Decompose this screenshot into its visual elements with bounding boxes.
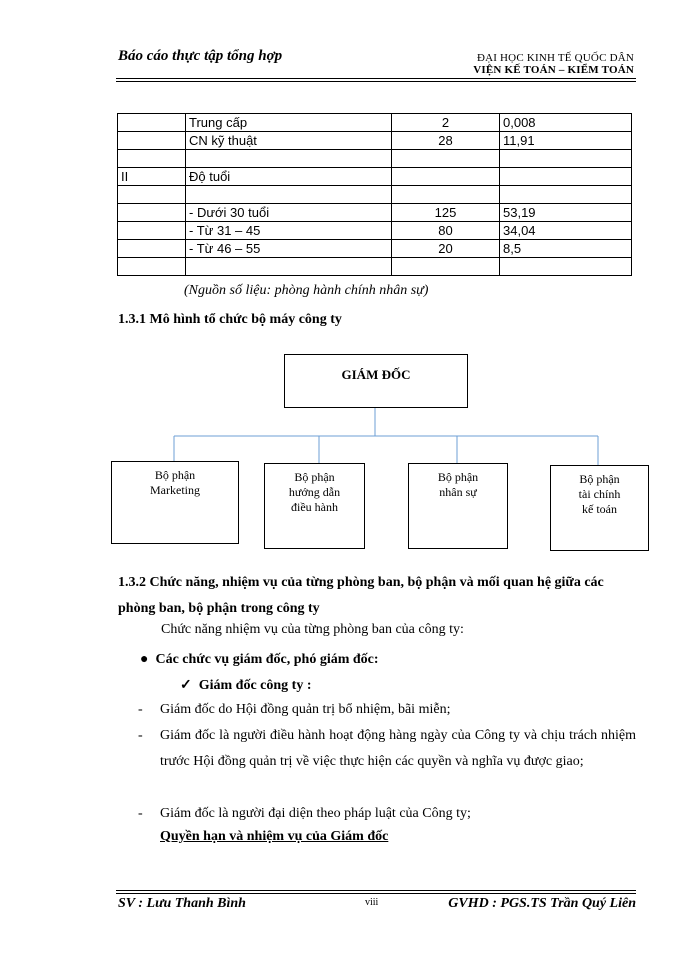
header-report-title: Báo cáo thực tập tổng hợp [118, 48, 283, 64]
org-box-line: điều hành [291, 500, 338, 514]
org-box-operations [264, 463, 365, 549]
org-box-label [409, 464, 507, 500]
section-heading-1-3-1: 1.3.1 Mô hình tổ chức bộ máy công ty [118, 312, 342, 327]
footer-student: SV : Lưu Thanh Bình [118, 896, 246, 911]
header-university: ĐẠI HỌC KINH TẾ QUỐC DÂN [476, 52, 634, 64]
table-cell: 28 [392, 132, 500, 150]
org-box-line: Marketing [150, 483, 200, 497]
list-item: Giám đốc là người đại diện theo pháp luật của Công ty; [160, 806, 471, 821]
table-cell: 34,04 [500, 222, 632, 240]
table-cell: 20 [392, 240, 500, 258]
org-box-line: Bộ phận [437, 470, 479, 484]
header-institute: VIỆN KẾ TOÁN – KIỂM TOÁN [473, 64, 634, 76]
bullet-item [140, 652, 379, 668]
footer-rule [116, 893, 636, 894]
org-box-finance [550, 465, 649, 551]
table-cell: 8,5 [500, 240, 632, 258]
org-box-hr [408, 463, 508, 549]
dash-icon: - [138, 702, 143, 717]
table-cell: 125 [392, 204, 500, 222]
org-box-line: Bộ phận [579, 472, 620, 486]
org-box-line: Bộ phận [154, 468, 196, 482]
footer-rule [116, 890, 636, 891]
intro-text: Chức năng nhiệm vụ của từng phòng ban của công ty: [161, 622, 464, 637]
table-cell: CN kỹ thuật [186, 132, 392, 150]
org-box-marketing [111, 461, 239, 544]
table-cell: Trung cấp [186, 114, 392, 132]
table-cell: - Từ 46 – 55 [186, 240, 392, 258]
table-cell: II [118, 168, 186, 186]
checkmark-icon: ✓ [180, 678, 199, 693]
org-box-line: kế toán [582, 502, 617, 516]
org-box-label [112, 462, 238, 498]
table-cell: 2 [392, 114, 500, 132]
section-heading-1-3-2: 1.3.2 Chức năng, nhiệm vụ của từng phòng ban, bộ phận và mối quan hệ giữa các phòng ban, bộ phận trong công ty [118, 575, 604, 616]
org-box-director-label: GIÁM ĐỐC [341, 367, 411, 382]
check-item [180, 677, 312, 694]
org-box-label [265, 464, 364, 515]
bullet-dot-icon: ● [140, 652, 156, 667]
org-box-line: nhân sự [439, 485, 477, 499]
footer-supervisor: GVHD : PGS.TS Trần Quý Liên [448, 896, 636, 911]
list-item: Giám đốc là người điều hành hoạt động hàng ngày của Công ty và chịu trách nhiệm trước Hội đồng quản trị về việc thực hiện các quyền và nghĩa vụ được giao; [160, 728, 636, 769]
table-cell: 0,008 [500, 114, 632, 132]
list-item: Giám đốc do Hội đồng quản trị bổ nhiệm, bãi miễn; [160, 702, 451, 717]
footer-page-number: viii [365, 897, 379, 908]
source-note: (Nguồn số liệu: phòng hành chính nhân sự) [184, 283, 429, 298]
dash-icon: - [138, 806, 143, 821]
table-cell: - Từ 31 – 45 [186, 222, 392, 240]
table-cell: 11,91 [500, 132, 632, 150]
table-cell: - Dưới 30 tuổi [186, 204, 392, 222]
org-box-line: hướng dẫn [288, 485, 341, 499]
subheading-director-powers: Quyền hạn và nhiệm vụ của Giám đốc [160, 829, 389, 844]
bullet-text: Các chức vụ giám đốc, phó giám đốc: [155, 652, 379, 667]
org-box-line: Bộ phận [294, 470, 335, 484]
table-cell: Độ tuổi [186, 168, 392, 186]
dash-icon: - [138, 728, 143, 743]
table-cell: 80 [392, 222, 500, 240]
org-box-label [551, 466, 648, 517]
check-text: Giám đốc công ty : [198, 678, 312, 693]
table-cell: 53,19 [500, 204, 632, 222]
org-box-line: tài chính [578, 487, 621, 501]
org-box-director [284, 354, 468, 408]
